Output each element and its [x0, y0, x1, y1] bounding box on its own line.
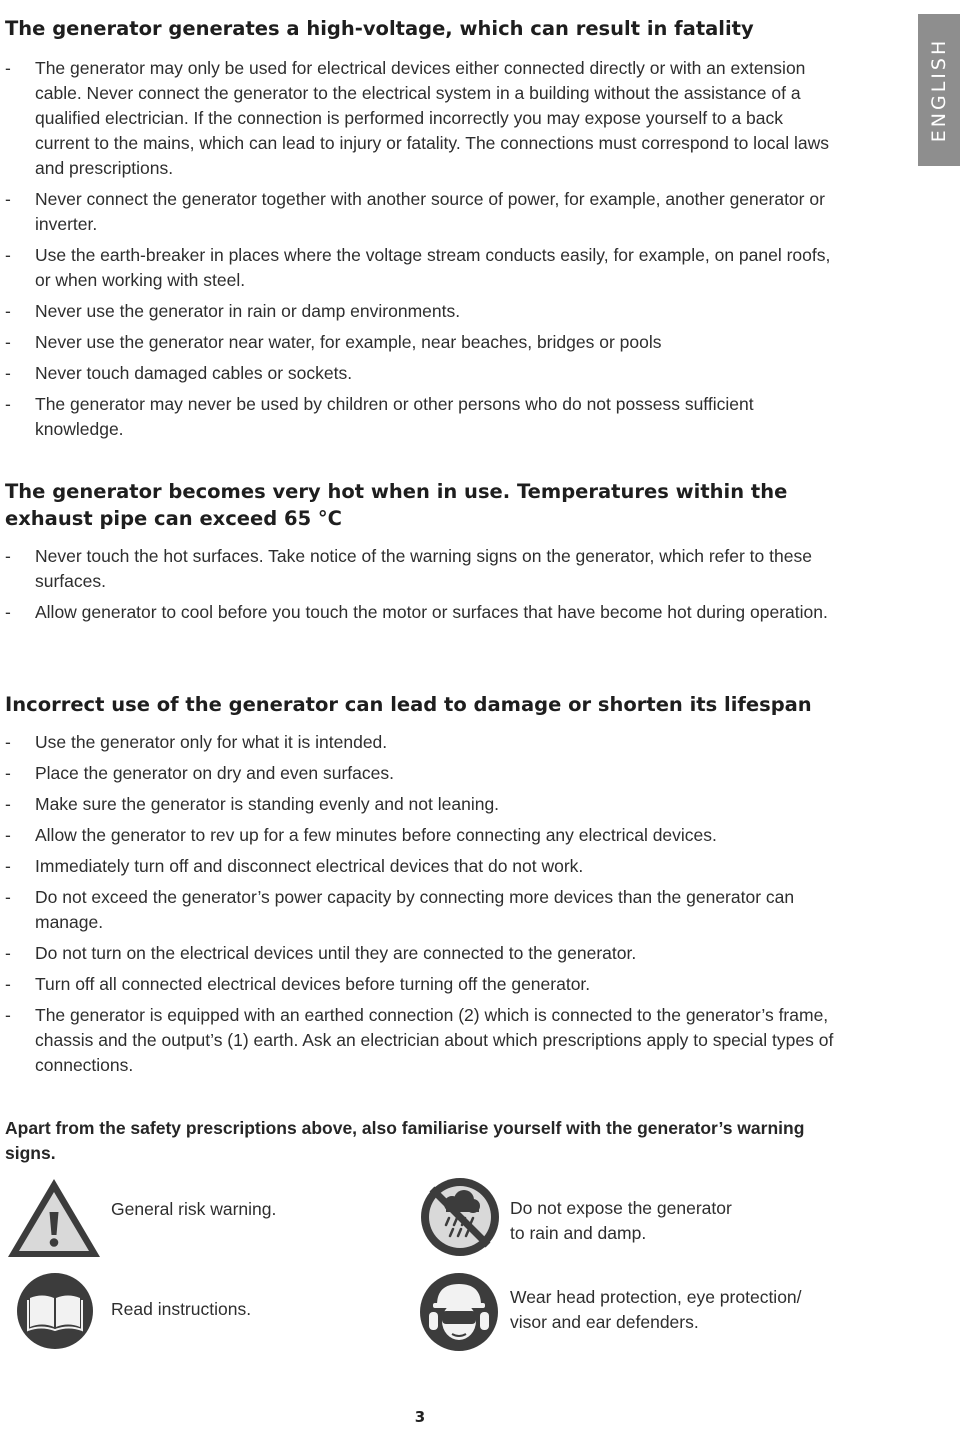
sign-label-line: to rain and damp.: [510, 1223, 647, 1243]
language-tab: [918, 14, 960, 166]
page-number: 3: [414, 1408, 426, 1426]
sign-label: General risk warning.: [111, 1199, 277, 1219]
language-tab-label: ENGLISH: [928, 37, 950, 143]
sign-label-line: visor and ear defenders.: [510, 1312, 699, 1332]
list-item: - Never use the generator near water, for example, near beaches, bridges or pools: [5, 332, 662, 352]
list-item: - Allow the generator to rev up for a few minutes before connecting any electrical devices.: [5, 825, 717, 845]
list-item: - Use the generator only for what it is intended.: [5, 732, 388, 752]
list-item: - Use the earth-breaker in places where the voltage stream conducts easily, for example, on panel roofs, or when working with steel.: [5, 245, 831, 290]
section-3-list: [5, 730, 840, 1084]
list-item: - The generator may never be used by children or other persons who do not possess sufficient knowledge.: [5, 394, 754, 439]
section-2-list: [5, 544, 840, 631]
list-item: - Do not exceed the generator’s power capacity by connecting more devices than the generator can manage.: [5, 887, 795, 932]
sign-label-line: Do not expose the generator: [510, 1198, 732, 1218]
list-item: - Allow generator to cool before you touch the motor or surfaces that have become hot during operation.: [5, 602, 828, 622]
list-item: - The generator may only be used for electrical devices either connected directly or with an extension cable. Never connect the generator to the electrical system in a building without the assistance of a qualified electrician. If the connection is performed incorrectly you may expose yourself to a back current to the mains, which can lead to injury or fatality. The connections must correspond to local laws and prescriptions.: [5, 58, 830, 178]
list-item: - Make sure the generator is standing evenly and not leaning.: [5, 794, 500, 814]
section-1-heading: The generator generates a high-voltage, which can result in fatality: [5, 17, 754, 40]
list-item: - Never touch damaged cables or sockets.: [5, 363, 353, 383]
head-protection-icon: [419, 1272, 499, 1352]
section-2-heading: The generator becomes very hot when in use. Temperatures within the exhaust pipe can exceed 65 °C: [5, 480, 788, 530]
list-item: - Never connect the generator together with another source of power, for example, another generator or inverter.: [5, 189, 825, 234]
sign-label: [510, 1285, 802, 1335]
sign-label: Read instructions.: [111, 1299, 252, 1319]
warning-triangle-icon: [5, 1176, 103, 1260]
list-item: - Immediately turn off and disconnect electrical devices that do not work.: [5, 856, 584, 876]
section-3-heading: Incorrect use of the generator can lead to damage or shorten its lifespan: [5, 693, 812, 716]
section-1-list: [5, 56, 840, 448]
list-item: - The generator is equipped with an earthed connection (2) which is connected to the generator’s frame, chassis and the output’s (1) earth. Ask an electrician about which prescriptions apply to special types of connections.: [5, 1005, 834, 1075]
sign-label: [510, 1196, 732, 1246]
list-item: - Never use the generator in rain or damp environments.: [5, 301, 461, 321]
list-item: - Do not turn on the electrical devices until they are connected to the generator.: [5, 943, 637, 963]
warning-signs-intro: Apart from the safety prescriptions above, also familiarise yourself with the generator’s warning signs.: [5, 1118, 805, 1163]
list-item: - Place the generator on dry and even surfaces.: [5, 763, 394, 783]
sign-label-line: Wear head protection, eye protection/: [510, 1287, 802, 1307]
book-icon: [16, 1272, 94, 1350]
list-item: - Turn off all connected electrical devices before turning off the generator.: [5, 974, 591, 994]
list-item: - Never touch the hot surfaces. Take notice of the warning signs on the generator, which refer to these surfaces.: [5, 546, 812, 591]
no-rain-icon: [419, 1176, 501, 1258]
